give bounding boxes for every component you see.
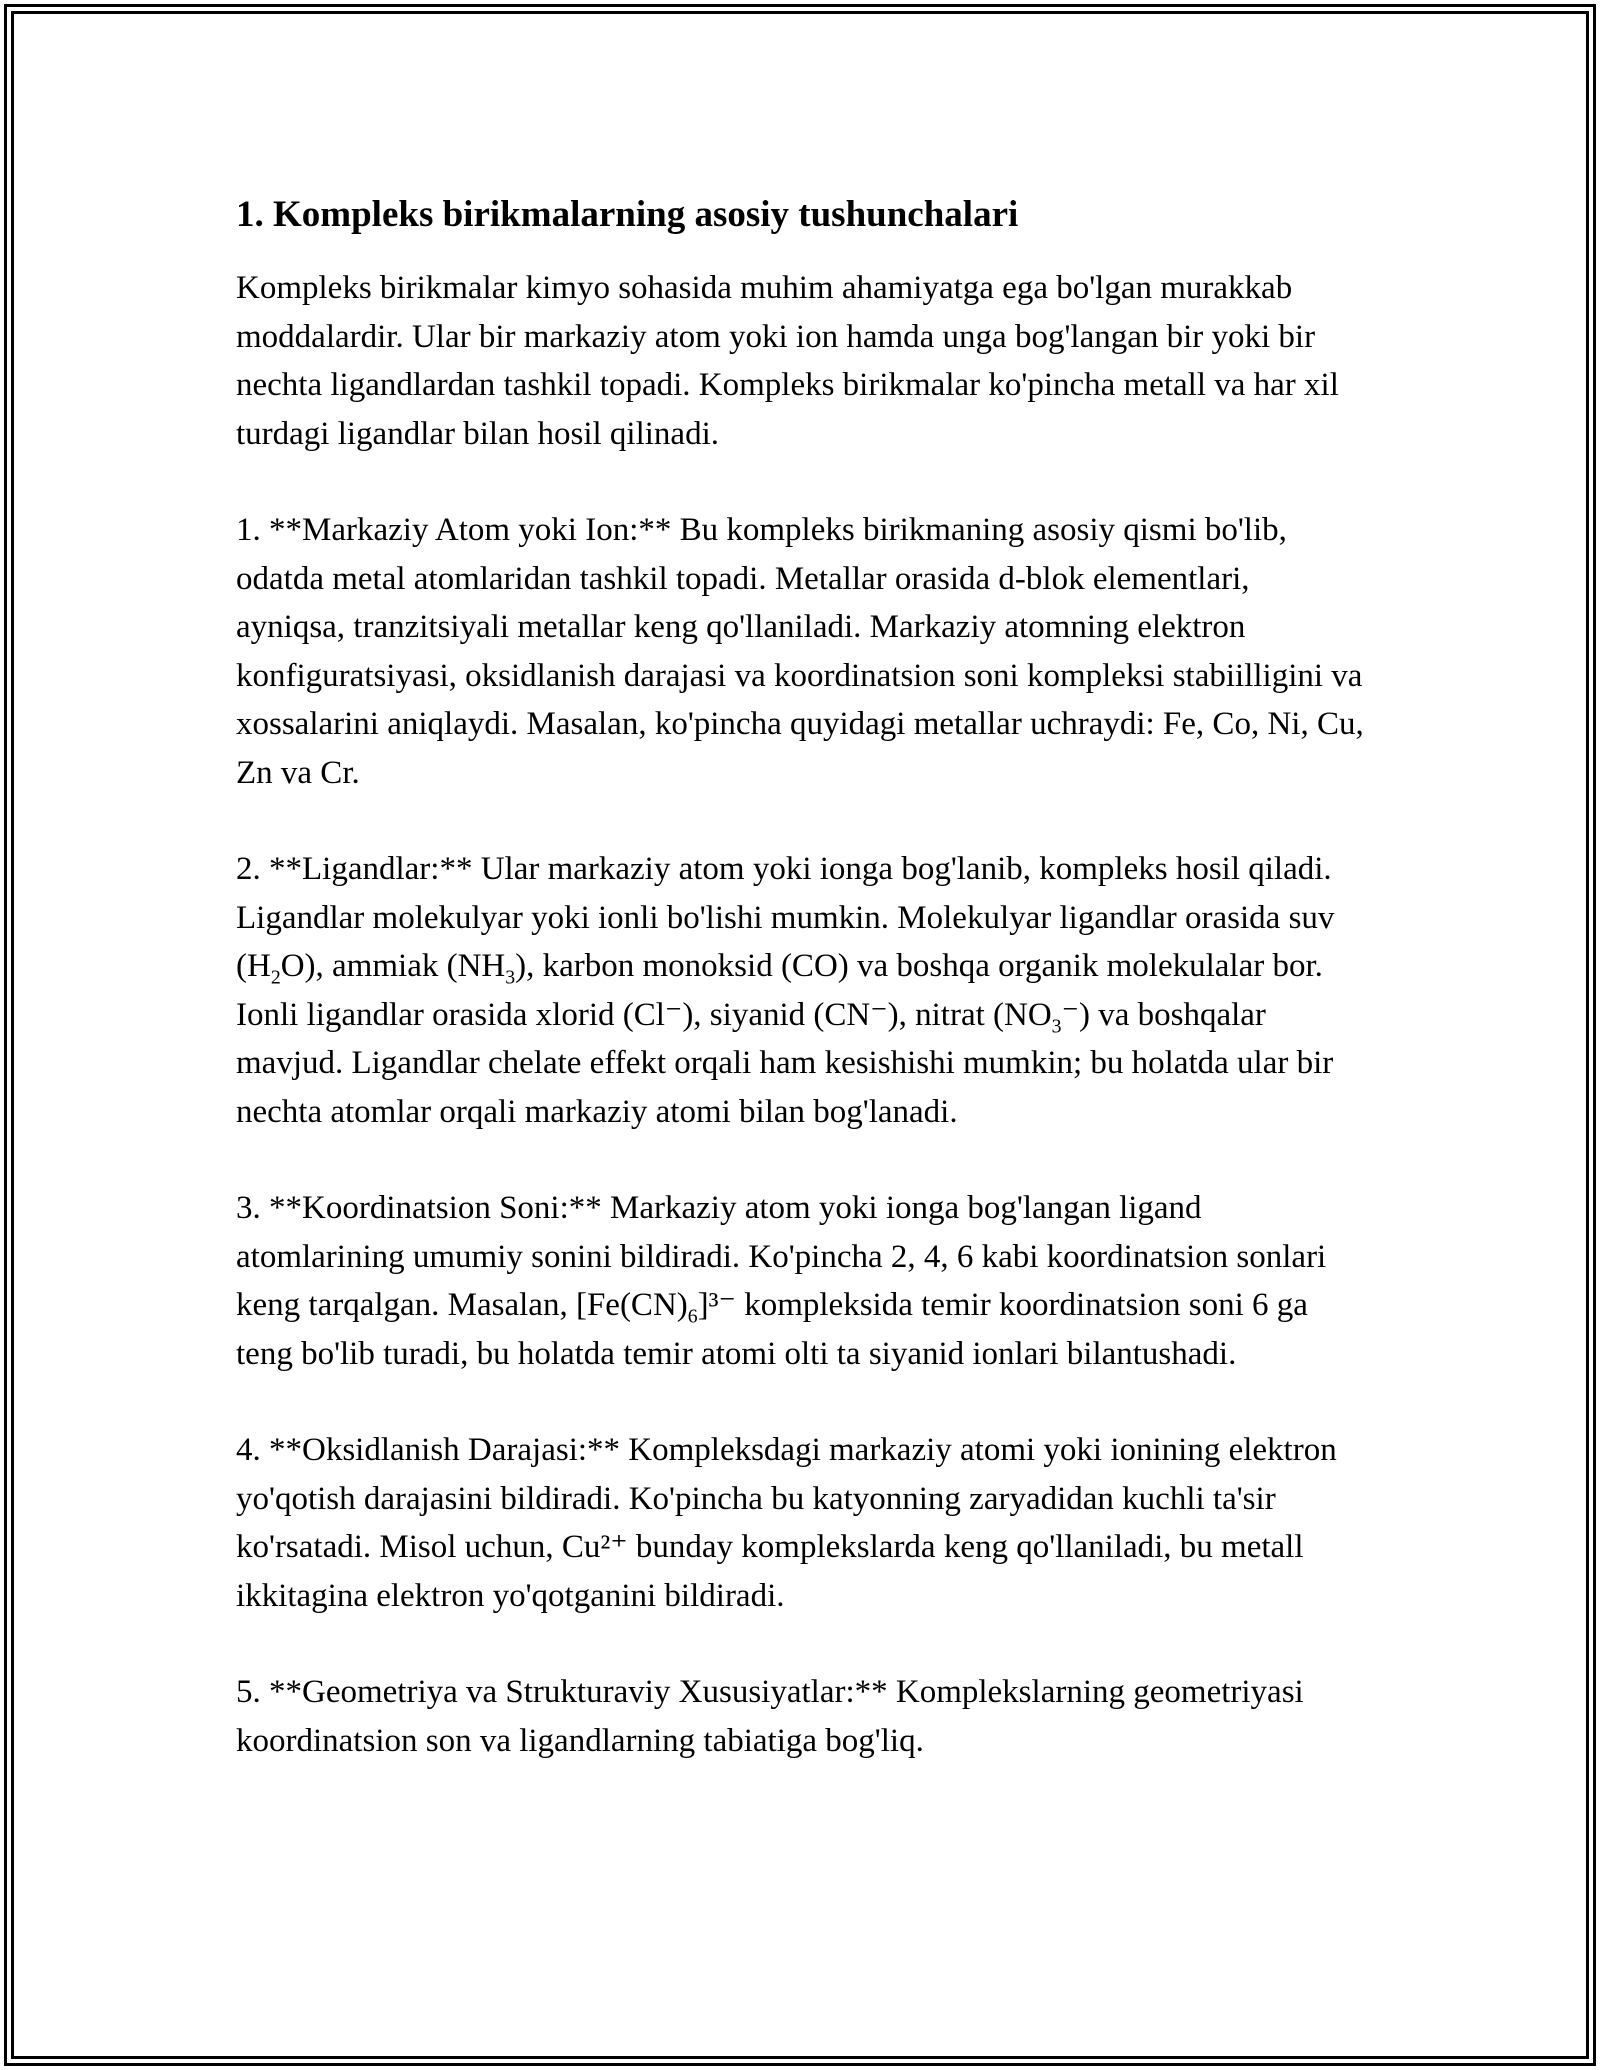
subscript: 3 bbox=[505, 966, 516, 989]
subscript: 2 bbox=[270, 966, 281, 989]
item-ligands-text-1: 2. **Ligandlar:** Ular markaziy atom yoki ionga bog'lanib, kompleks hosil qiladi. Ligandlar molekulyar yoki ionli bo'lishi mumkin. Molekulyar ligandlar orasida suv (H bbox=[236, 851, 1335, 984]
subscript: 6 bbox=[687, 1305, 698, 1328]
item-central-atom: 1. **Markaziy Atom yoki Ion:** Bu kompleks birikmaning asosiy qismi bo'lib, odatda metal atomlaridan tashkil topadi. Metallar orasida d-blok elementlari, ayniqsa, tranzitsiyali metallar keng qo'llaniladi. Markaziy atomning elektron konfiguratsiyasi, oksidlanish darajasi va koordinatsion soni kompleksi stabiilligini va xossalarini aniqlaydi. Masalan, ko'pincha quyidagi metallar uchraydi: Fe, Co, Ni, Cu, Zn va Cr. bbox=[236, 512, 1364, 791]
section-heading: 1. Kompleks birikmalarning asosiy tushunchalari bbox=[236, 194, 1019, 235]
item-oxidation-state: 4. **Oksidlanish Darajasi:** Kompleksdagi markaziy atomi yoki ionining elektron yo'qotish darajasini bildiradi. Ko'pincha bu katyonning zaryadidan kuchli ta'sir ko'rsatadi. Misol uchun, Cu²⁺ bunday komplekslarda keng qo'llaniladi, bu metall ikkitagina elektron yo'qotganini bildiradi. bbox=[236, 1432, 1337, 1614]
item-ligands-text-3: ), karbon monoksid (CO) va boshqa organik molekulalar bor. Ionli ligandlar orasida xlorid (Cl⁻), siyanid (CN⁻), nitrat (NO bbox=[236, 948, 1323, 1033]
subscript: 3 bbox=[1051, 1015, 1062, 1038]
intro-paragraph: Kompleks birikmalar kimyo sohasida muhim ahamiyatga ega bo'lgan murakkab moddalardir. Ular bir markaziy atom yoki ion hamda unga bog'langan bir yoki bir nechta ligandlardan tashkil topadi. Kompleks birikmalar ko'pincha metall va har xil turdagi ligandlar bilan hosil qilinadi. bbox=[236, 270, 1339, 452]
item-coordination-number bbox=[236, 1184, 1366, 1378]
item-ligands-text-4: ⁻) va boshqalar mavjud. Ligandlar chelate effekt orqali ham kesishishi mumkin; bu holatda ular bir nechta atomlar orqali markaziy atomi bilan bog'lanadi. bbox=[236, 996, 1334, 1130]
item-geometry: 5. **Geometriya va Strukturaviy Xususiyatlar:** Komplekslarning geometriyasi koordinatsion son va ligandlarning tabiatiga bog'liq. bbox=[236, 1674, 1304, 1759]
item-ligands bbox=[236, 845, 1366, 1136]
document-body bbox=[236, 186, 1366, 1765]
item-ligands-text-2: O), ammiak (NH bbox=[280, 948, 506, 984]
item-coordination-text-2: ]³⁻ kompleksida temir koordinatsion soni 6 ga teng bo'lib turadi, bu holatda temir atomi olti ta siyanid ionlari bilantushadi. bbox=[236, 1287, 1308, 1372]
item-coordination-text-1: 3. **Koordinatsion Soni:** Markaziy atom yoki ionga bog'langan ligand atomlarining umumiy sonini bildiradi. Ko'pincha 2, 4, 6 kabi koordinatsion sonlari keng tarqalgan. Masalan, [Fe(CN) bbox=[236, 1190, 1327, 1323]
